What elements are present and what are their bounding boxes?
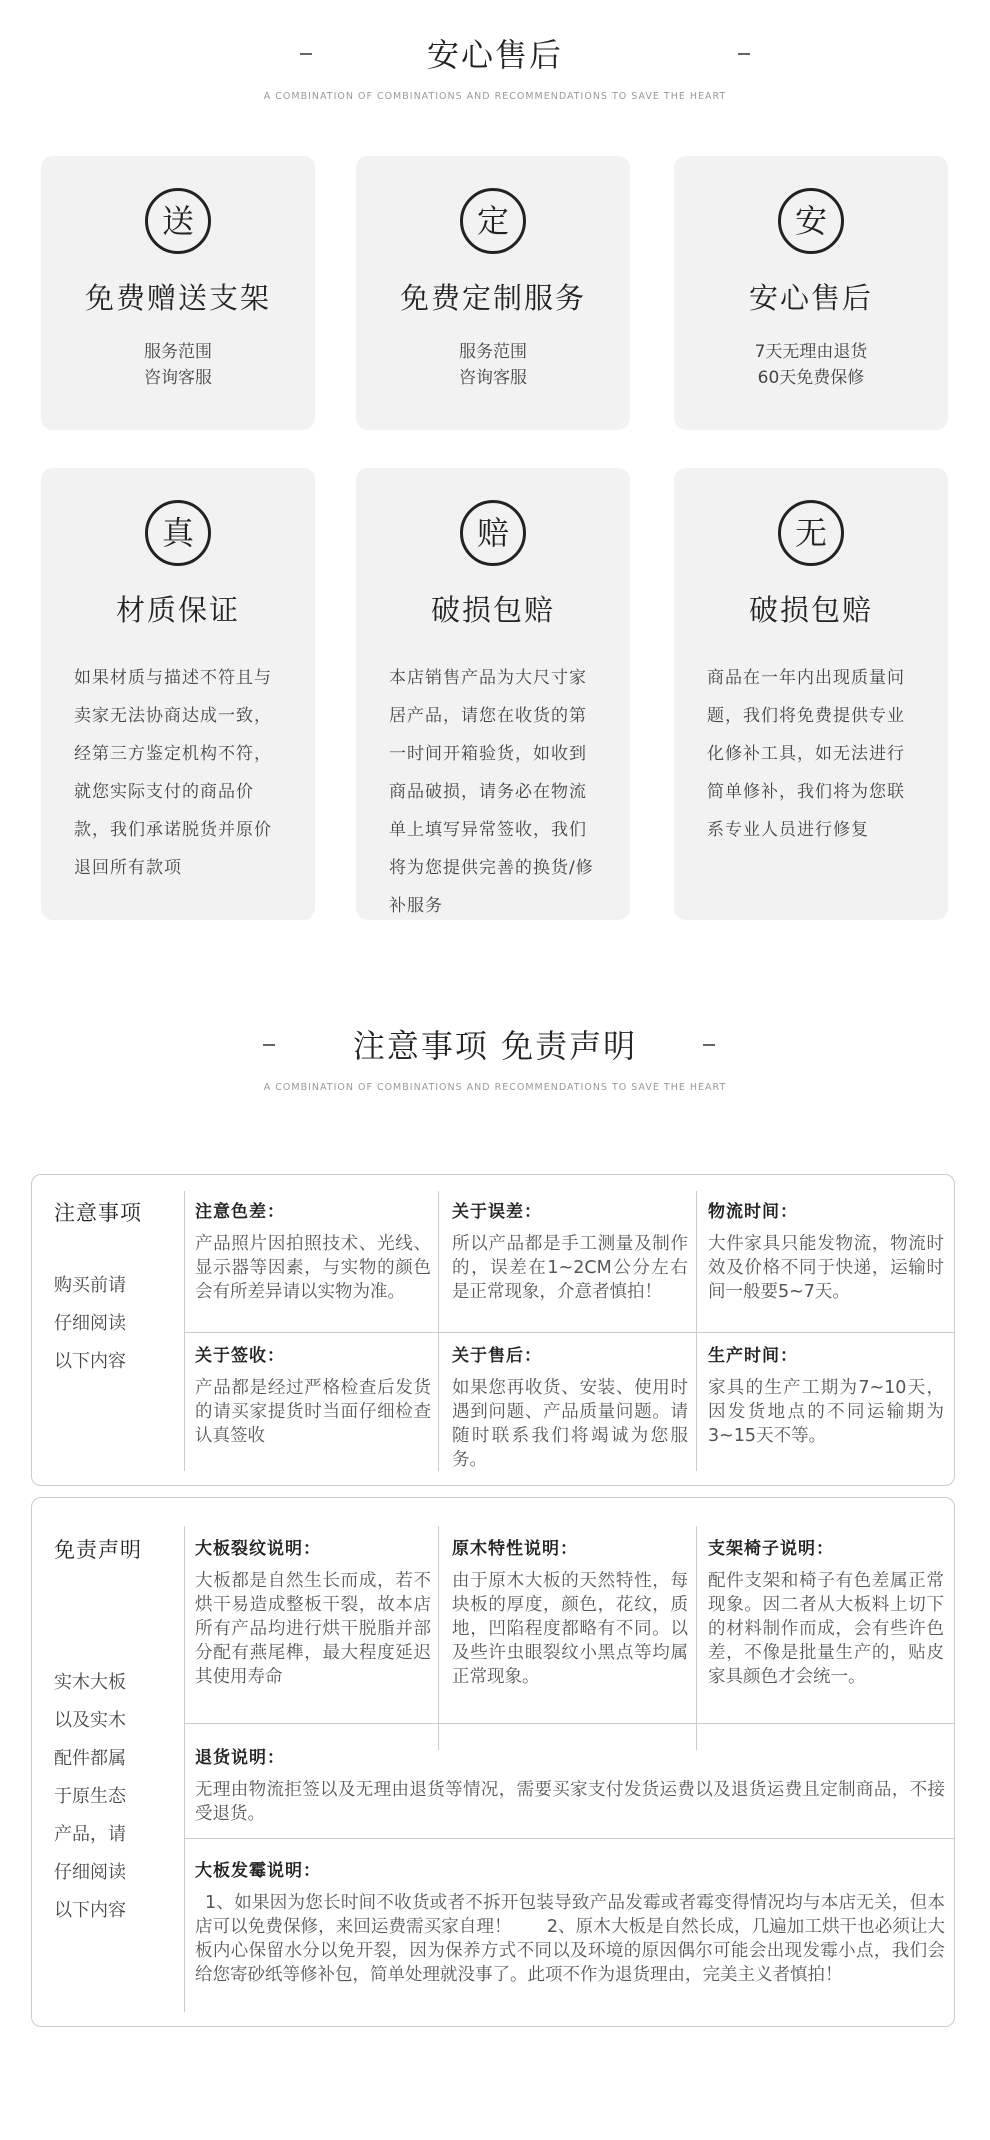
section2-header [0, 1016, 990, 1093]
card-lines [41, 339, 315, 391]
disclaimer-cell-stand [708, 1534, 944, 1689]
card-text: 如果材质与描述不符且与卖家无法协商达成一致，经第三方鉴定机构不符，就您实际支付的商品价款，我们承诺脱货并原价退回所有款项 [74, 668, 272, 878]
cell-heading: 原木特性说明： [452, 1539, 578, 1559]
cell-body: 家具的生产工期为7~10天，因发货地点的不同运输期为3~15天不等。 [708, 1378, 944, 1446]
cell-heading: 物流时间： [708, 1202, 798, 1222]
notice-side-lines [54, 1267, 126, 1381]
disclaimer-side-lines [54, 1664, 126, 1930]
cell-body: 大板都是自然生长而成，若不烘干易造成整板干裂，故本店所有产品均进行烘干脱脂并部分配有燕尾榫，最大程度延迟其使用寿命 [195, 1571, 431, 1687]
card-title: 免费定制服务 [399, 281, 586, 315]
divider [438, 1191, 439, 1471]
notice-side-title: 注意事项 [54, 1201, 142, 1225]
disclaimer-cell-mold [195, 1856, 945, 1987]
side-line: 于原生态 [54, 1786, 126, 1807]
side-line: 仔细阅读 [54, 1313, 126, 1334]
card-line: 咨询客服 [144, 368, 212, 388]
card-title: 安心售后 [748, 281, 873, 315]
notice-cell-aftersale [452, 1341, 688, 1472]
cell-heading: 关于售后： [452, 1346, 542, 1366]
card-lines [674, 339, 948, 391]
title-dash-right [703, 1044, 715, 1046]
divider [696, 1191, 697, 1471]
cell-heading: 注意色差： [195, 1202, 285, 1222]
cell-heading: 支架椅子说明： [708, 1539, 834, 1559]
card-title: 破损包赔 [748, 593, 873, 627]
divider [438, 1526, 439, 1750]
cell-heading: 关于误差： [452, 1202, 542, 1222]
card-text: 本店销售产品为大尺寸家居产品，请您在收货的第一时间开箱验货，如收到商品破损，请务必在物流单上填写异常签收，我们将为您提供完善的换货/修补服务 [389, 668, 594, 916]
notice-cell-production [708, 1341, 944, 1448]
notice-cell-signing [195, 1341, 431, 1448]
card-title: 免费赠送支架 [84, 281, 271, 315]
cell-body: 所以产品都是手工测量及制作的，误差在1~2CM公分左右是正常现象，介意者慎拍！ [452, 1234, 688, 1302]
side-line: 配件都属 [54, 1748, 126, 1769]
section1-header [0, 25, 990, 102]
song-icon: 送 [145, 188, 211, 254]
card-damage-compensation [356, 468, 630, 920]
card-title: 材质保证 [115, 593, 240, 627]
section1-subtitle: A COMBINATION OF COMBINATIONS AND RECOMMENDATIONS TO SAVE THE HEART [263, 91, 727, 102]
disclaimer-side-title: 免责声明 [54, 1538, 142, 1562]
wu-icon: 无 [778, 500, 844, 566]
divider [184, 1526, 185, 2012]
notice-cell-logistics [708, 1197, 944, 1304]
side-line: 以下内容 [54, 1351, 126, 1372]
cell-body: 1、如果因为您长时间不收货或者不拆开包装导致产品发霉或者霉变得情况均与本店无关，但本店可以免费保修，来回运费需买家自理！ 2、原木大板是自然长成，几遍加工烘干也必须让大板内心保留水分以免开裂，因为保养方式不同以及环境的原因偶尔可能会出现发霉小点，我们会给您寄砂纸等修补包，简单处理就没事了。此项不作为退货理由，完美主义者慎拍！ [195, 1893, 945, 1985]
title-dash-left [263, 1044, 275, 1046]
card-free-custom [356, 156, 630, 430]
card-line: 咨询客服 [459, 368, 527, 388]
ding-icon: 定 [460, 188, 526, 254]
card-material-guarantee [41, 468, 315, 920]
card-after-sale [674, 156, 948, 430]
card-line: 60天免费保修 [757, 368, 865, 388]
cell-heading: 大板裂纹说明： [195, 1539, 321, 1559]
divider [184, 1191, 185, 1471]
side-line: 以下内容 [54, 1900, 126, 1921]
disclaimer-cell-crack [195, 1534, 431, 1689]
section2-subtitle: A COMBINATION OF COMBINATIONS AND RECOMMENDATIONS TO SAVE THE HEART [263, 1082, 727, 1093]
side-line: 实木大板 [54, 1672, 126, 1693]
cell-body: 产品都是经过严格检查后发货的请买家提货时当面仔细检查认真签收 [195, 1378, 431, 1446]
side-line: 产品，请 [54, 1824, 126, 1845]
section1-title: 安心售后 [426, 36, 563, 74]
card-title: 破损包赔 [430, 593, 555, 627]
cell-heading: 生产时间： [708, 1346, 798, 1366]
cell-body: 由于原木大板的天然特性，每块板的厚度，颜色，花纹，质地，凹陷程度都略有不同。以及些许虫眼裂纹小黑点等均属正常现象。 [452, 1571, 688, 1687]
side-line: 仔细阅读 [54, 1862, 126, 1883]
card-line: 7天无理由退货 [754, 342, 868, 362]
divider [184, 1723, 954, 1724]
title-dash-left [300, 53, 312, 55]
section2-title: 注意事项 免责声明 [352, 1027, 638, 1065]
side-line: 以及实木 [54, 1710, 126, 1731]
cell-heading: 关于签收： [195, 1346, 285, 1366]
disclaimer-cell-return [195, 1743, 945, 1826]
cell-body: 大件家具只能发物流，物流时效及价格不同于快递，运输时间一般要5~7天。 [708, 1234, 944, 1302]
zhen-icon: 真 [145, 500, 211, 566]
card-line: 服务范围 [459, 342, 527, 362]
notice-cell-color [195, 1197, 431, 1304]
disclaimer-box [31, 1497, 955, 2027]
pei-icon: 赔 [460, 500, 526, 566]
card-text: 商品在一年内出现质量问题，我们将免费提供专业化修补工具，如无法进行简单修补，我们将为您联系专业人员进行修复 [707, 668, 905, 840]
cell-body: 配件支架和椅子有色差属正常现象。因二者从大板料上切下的材料制作而成，会有些许色差，不像是批量生产的，贴皮家具颜色才会统一。 [708, 1571, 944, 1687]
card-lines [356, 339, 630, 391]
notice-cell-error [452, 1197, 688, 1304]
divider [696, 1526, 697, 1750]
an-icon: 安 [778, 188, 844, 254]
notice-box [31, 1174, 955, 1486]
divider [184, 1838, 954, 1839]
cell-body: 无理由物流拒签以及无理由退货等情况，需要买家支付发货运费以及退货运费且定制商品，不接受退货。 [195, 1780, 945, 1824]
cell-body: 产品照片因拍照技术、光线、显示器等因素，与实物的颜色会有所差异请以实物为准。 [195, 1234, 431, 1302]
divider [184, 1332, 954, 1333]
card-line: 服务范围 [144, 342, 212, 362]
card-damage-repair [674, 468, 948, 920]
card-free-stand [41, 156, 315, 430]
cell-heading: 退货说明： [195, 1748, 285, 1768]
cell-body: 如果您再收货、安装、使用时遇到问题、产品质量问题。请随时联系我们将竭诚为您服务。 [452, 1378, 688, 1470]
side-line: 购买前请 [54, 1275, 126, 1296]
disclaimer-cell-wood [452, 1534, 688, 1689]
cell-heading: 大板发霉说明： [195, 1861, 321, 1881]
title-dash-right [738, 53, 750, 55]
